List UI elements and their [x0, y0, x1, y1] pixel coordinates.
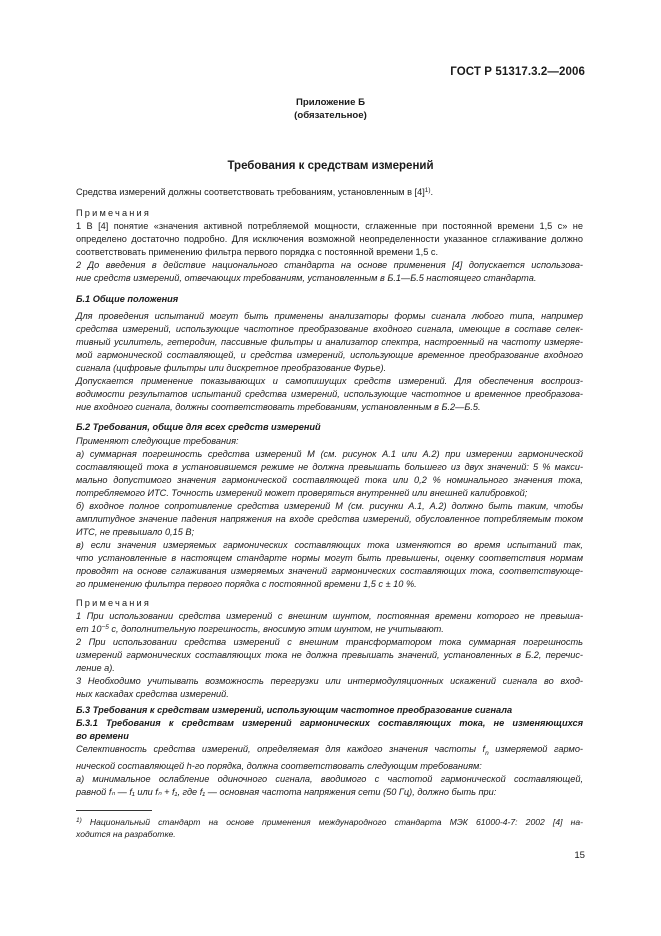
list-item-a: а) суммарная погрешность средства измерений М (см. рисунок А.1 или А.2) при измерении гармонической: [76, 449, 583, 459]
note-line: 1 В [4] понятие «значения активной потребляемой мощности, сглаженные при постоянной времени 1,5 с» не: [76, 221, 583, 231]
section-b3: [76, 704, 583, 743]
appendix-heading: Требования к средствам измерений: [227, 160, 434, 172]
note-line: ление а).: [76, 663, 115, 673]
note-line: определено достаточно подробно. Для исключения возможной неопределенности указанное сглаживание должно: [76, 234, 583, 244]
note-line: 3 Необходимо учитывать возможность перегрузки или интермодуляционных искажений сигнала во вход-: [76, 676, 583, 686]
subsection-title: Б.3.1 Требования к средствам измерений гармонических составляющих тока, не изменяющихся: [76, 718, 583, 728]
note-line: 2 До введения в действие национального стандарта на основе применения [4] допускается использова-: [76, 260, 583, 270]
section-title: Б.3 Требования к средствам измерений, использующим частотное преобразование сигнала: [76, 705, 513, 715]
note-line: ет $10^{-5}$ с, дополнительную погрешность, вносимую этим шунтом, не учитывают.: [76, 624, 444, 634]
section-b2: [76, 421, 583, 434]
footnote-separator: [76, 810, 152, 811]
notes-label: Примечания: [76, 598, 152, 608]
section-b1: [76, 293, 583, 306]
b1-paragraph-1: Для проведения испытаний могут быть применены анализаторы формы сигнала любого типа, например средства измерений, использующие частотное преобразование входного сигнала, имеющие в составе селек- тивный усилитель, гетеродин, пассивные фильтры и анализатор спектра, настроенный на частоту измеряе- мой гармонической составляющей, и средства измерений, использующие временное преобразование входного сигнала (цифровые фильтры или дискретное преобразование Фурье).: [76, 311, 583, 373]
intro-paragraph: Средства измерений должны соответствовать требованиям, установленным в $[4]^{1)}$.: [76, 187, 434, 197]
notes-block-1: [76, 207, 583, 285]
appendix-status: (обязательное): [294, 110, 367, 121]
appendix-title: Приложение Б: [296, 97, 365, 108]
note-line: соответствовать применению фильтра первого порядка с постоянной времени 1,5 с.: [76, 247, 439, 257]
footnote-ref: 1): [424, 187, 431, 194]
b2-list: Применяют следующие требования: а) суммарная погрешность средства измерений М (см. рисунок А.1 или А.2) при измерении гармонической составляющей тока в установившемся режиме не должна превышать большего из двух значений: 5 % макси- мально допустимого значения гармонической составляющей тока или 0,2 % номинального значения тока, потребляемого ИТС. Точность измерений может проверяться внутренней или внешней калибровкой; б) входное полное сопротивление средства измерений М (см. рисунки А.1, А.2) должно быть таким, чтобы амплитудное значение падения напряжения на входе средства измерений, обусловленное потребляемым током ИТС, не превышало 0,15 В; в) если значения измеряемых гармонических составляющих тока изменяются во время испытаний так, что установленные в настоящем стандарте нормы могут быть превышены, оценку соответствия нормам проводят на основе сглаживания измеряемых значений гармонических составляющих тока, соответствующе- го применению фильтра первого порядка с постоянной времени 1,5 с ± 10 %.: [76, 436, 583, 589]
subsection-title: во времени: [76, 731, 129, 741]
b1-paragraph-2: Допускается применение показывающих и самопишущих средств измерений. Для обеспечения воспроиз- водимости результатов испытаний средства измерений, использующие частотное и временное преобразова- ние входного сигнала, должны соответствовать требованиям, установленным в Б.2—Б.5.: [76, 376, 583, 412]
b3-paragraph: Селективность средства измерений, определяемая для каждого значения частоты $f_n$ измеряемой гармо- нической составляющей h-го порядка, должна соответствовать следующим требованиям: а) минимальное ослабление одиночного сигнала, вводимого с частотой гармонической составляющей, равной fₙ — f₁ или fₙ + f₁, где f₁ — основная частота напряжения сети (50 Гц), должно быть при:: [76, 744, 583, 797]
list-item-b: б) входное полное сопротивление средства измерений М (см. рисунки А.1, А.2) должно быть таким, чтобы: [76, 501, 583, 511]
note-line: ных каскадах средства измерений.: [76, 689, 229, 699]
section-title: Б.1 Общие положения: [76, 294, 179, 304]
section-title: Б.2 Требования, общие для всех средств измерений: [76, 422, 321, 432]
list-item-a: а) минимальное ослабление одиночного сигнала, вводимого с частотой гармонической составляющей,: [76, 773, 583, 784]
list-item-c: в) если значения измеряемых гармонических составляющих тока изменяются во время испытаний так,: [76, 540, 583, 550]
note-line: 2 При использовании средства измерений с внешним трансформатором тока суммарная погрешность: [76, 637, 583, 647]
standard-header: ГОСТ Р 51317.3.2—2006: [450, 66, 585, 78]
notes-label: Примечания: [76, 208, 152, 218]
page-number: 15: [574, 850, 585, 861]
note-line: измерений гармонических составляющих тока не должна превышать значений, установленных в Б.2, перечис-: [76, 650, 583, 660]
footnote: $^{1)}$ Национальный стандарт на основе применения международного стандарта МЭК 61000-4-7: 2002 [4] на- ходится на разработке.: [76, 817, 583, 839]
note-line: 1 При использовании средства измерений с внешним шунтом, постоянная времени которого не превыша-: [76, 611, 583, 621]
note-line: ние средств измерений, отвечающих требованиям, установленным в Б.1—Б.5 настоящего стандарта.: [76, 273, 537, 283]
notes-block-2: [76, 597, 583, 701]
